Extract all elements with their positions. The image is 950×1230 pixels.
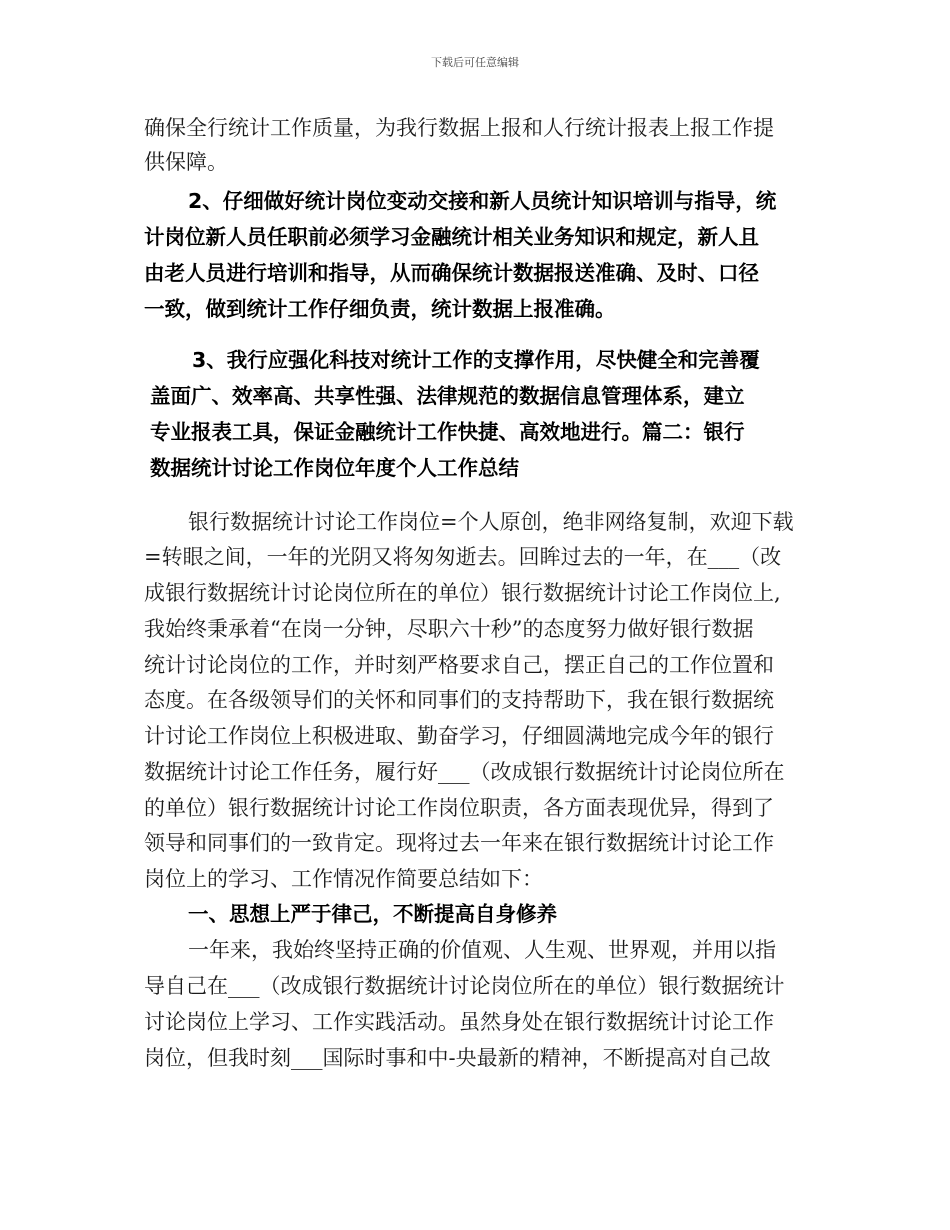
paragraph-3-line-3: 专业报表工具，保证金融统计工作快捷、高效地进行。篇二：银行 xyxy=(150,420,745,444)
paragraph-2-line-3: 由老人员进行培训和指导，从而确保统计数据报送准确、及时、口径 xyxy=(144,261,759,285)
paragraph-5-line-4: 岗位，但我时刻___国际时事和中-央最新的精神，不断提高对自己故 xyxy=(144,1046,771,1070)
paragraph-2-line-1: 2、仔细做好统计岗位变动交接和新人员统计知识培训与指导，统 xyxy=(188,189,777,213)
paragraph-4-line-10: 领导和同事们的一致肯定。现将过去一年来在银行数据统计讨论工作 xyxy=(144,831,774,855)
paragraph-3-line-2: 盖面广、效率高、共享性强、法律规范的数据信息管理体系，建立 xyxy=(150,384,745,408)
paragraph-4-line-7: 计讨论工作岗位上积极进取、勤奋学习，仔细圆满地完成今年的银行 xyxy=(144,724,774,748)
paragraph-5-line-2: 导自己在___（改成银行数据统计讨论岗位所在的单位）银行数据统计 xyxy=(144,974,785,998)
paragraph-4-line-5: 统计讨论岗位的工作，并时刻严格要求自己，摆正自己的工作位置和 xyxy=(144,653,774,677)
paragraph-1-line-1: 确保全行统计工作质量，为我行数据上报和人行统计报表上报工作提 xyxy=(144,116,774,140)
paragraph-4-line-1: 银行数据统计讨论工作岗位=个人原创，绝非网络复制，欢迎下载 xyxy=(188,510,794,534)
paragraph-5-line-3: 讨论岗位上学习、工作实践活动。虽然身处在银行数据统计讨论工作 xyxy=(144,1010,774,1034)
paragraph-4-line-2: =转眼之间，一年的光阴又将匆匆逝去。回眸过去的一年，在___（改 xyxy=(144,545,782,569)
paragraph-1-line-2: 供保障。 xyxy=(144,150,228,174)
paragraph-4-line-9: 的单位）银行数据统计讨论工作岗位职责，各方面表现优异，得到了 xyxy=(144,796,774,820)
page-header-note: 下载后可任意编辑 xyxy=(431,56,519,69)
paragraph-4-line-4: 我始终秉承着“在岗一分钟，尽职六十秒”的态度努力做好银行数据 xyxy=(144,617,754,641)
paragraph-4-line-8: 数据统计讨论工作任务，履行好___（改成银行数据统计讨论岗位所在 xyxy=(144,760,785,784)
paragraph-4-line-6: 态度。在各级领导们的关怀和同事们的支持帮助下，我在银行数据统 xyxy=(144,688,774,712)
paragraph-5-line-1: 一年来，我始终坚持正确的价值观、人生观、世界观，并用以指 xyxy=(188,938,776,962)
paragraph-2-line-4: 一致，做到统计工作仔细负责，统计数据上报准确。 xyxy=(144,297,616,321)
paragraph-2-line-2: 计岗位新人员任职前必须学习金融统计相关业务知识和规定，新人且 xyxy=(144,225,759,249)
paragraph-3-line-4: 数据统计讨论工作岗位年度个人工作总结 xyxy=(150,456,519,480)
paragraph-4-line-11: 岗位上的学习、工作情况作简要总结如下： xyxy=(144,867,543,891)
section-heading-1: 一、思想上严于律己，不断提高自身修养 xyxy=(188,902,557,926)
paragraph-4-line-3: 成银行数据统计讨论岗位所在的单位）银行数据统计讨论工作岗位上, xyxy=(144,581,781,605)
paragraph-3-line-1: 3、我行应强化科技对统计工作的支撑作用，尽快健全和完善覆 xyxy=(192,348,760,372)
